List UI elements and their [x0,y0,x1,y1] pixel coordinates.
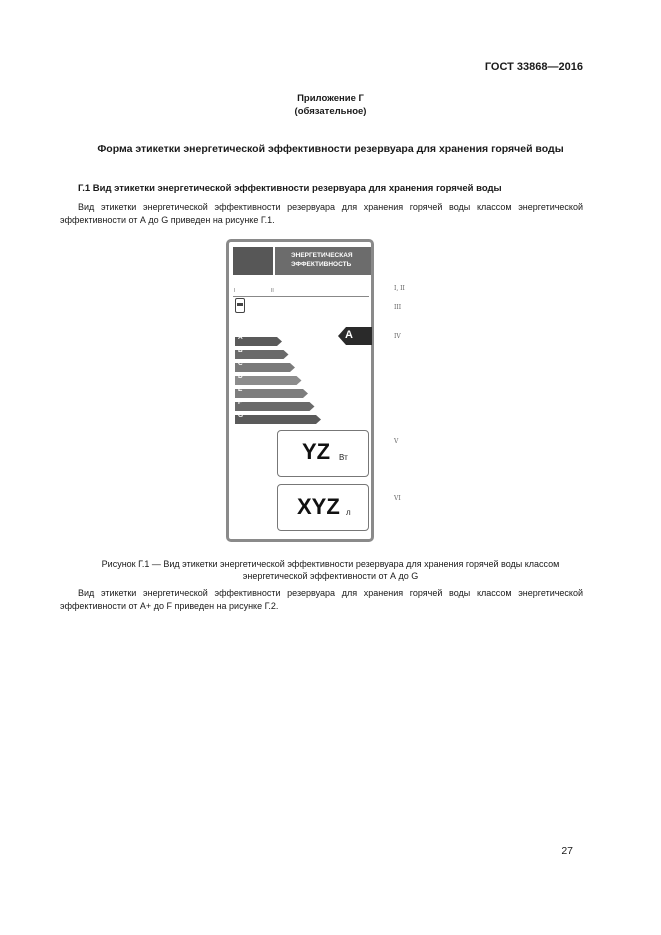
energy-class-arrow-d [235,376,302,385]
section-title: Г.1 Вид этикетки энергетической эффективности резервуара для хранения горячей воды [78,183,502,194]
energy-class-label-f: F [238,399,242,406]
storage-volume-unit: л [346,508,351,517]
class-indicator-arrow [338,327,372,345]
paragraph-1-text: Вид этикетки энергетической эффективности резервуара для хранения горячей воды классом энергетической эффективности от А до G приведен на рисунке Г.1. [60,202,583,225]
energy-class-label-c: C [238,360,243,367]
energy-class-arrow-f [235,402,315,411]
standby-loss-unit: Вт [339,453,348,462]
paragraph-2-text: Вид этикетки энергетической эффективности резервуара для хранения горячей воды классом энергетической эффективности от А+ до F приведен на рисунке Г.2. [60,588,583,611]
marker-i: I [234,288,236,294]
energy-label-figure [226,239,374,542]
annex-status: (обязательное) [294,106,367,117]
remark-i-ii: I, II [394,285,405,292]
energy-class-label-a: A [238,334,243,341]
standby-loss-value: YZ [302,439,331,464]
figure-caption-line1: Рисунок Г.1 — Вид этикетки энергетической эффективности резервуара для хранения горячей воды классом [101,559,560,569]
energy-class-label-b: B [238,347,243,354]
paragraph-1 [60,201,583,226]
remark-iii: III [394,304,402,311]
eu-flag-logo [233,247,273,275]
label-header-line2: ЭФФЕКТИВНОСТЬ [291,260,352,268]
energy-class-bar-e [235,385,308,394]
label-header-text [291,252,353,269]
marker-ii: II [271,288,274,294]
energy-class-bar-b [235,346,289,355]
energy-class-bar-d [235,372,302,381]
energy-class-label-g: G [238,412,244,419]
water-tank-icon [235,298,245,313]
supplier-rule [233,296,369,297]
energy-class-label-e: E [238,386,243,393]
annex-title: Приложение Г [297,93,364,104]
energy-class-bar-a [235,333,282,342]
energy-class-bar-g [235,411,321,420]
energy-class-arrow-c [235,363,295,372]
energy-class-arrow-b [235,350,289,359]
remark-vi: VI [394,495,401,502]
paragraph-2 [60,587,583,612]
label-header-line1: ЭНЕРГЕТИЧЕСКАЯ [291,252,353,259]
page-number: 27 [561,845,573,857]
energy-class-label-d: D [238,373,243,380]
energy-class-arrow-g [235,415,321,424]
class-indicator-label: A [345,329,353,341]
remark-v: V [394,438,399,445]
storage-volume-box [277,484,369,531]
standby-loss-box [277,430,369,477]
document-title: Форма этикетки энергетической эффективности резервуара для хранения горячей воды [97,143,564,155]
annex-heading [0,92,661,118]
energy-class-arrow-e [235,389,308,398]
energy-class-bar-f [235,398,315,407]
figure-caption [0,558,661,582]
figure-caption-line2: энергетической эффективности от А до G [242,571,419,581]
storage-volume-value: XYZ [297,494,340,519]
standard-number: ГОСТ 33868—2016 [484,61,583,73]
remark-iv: IV [394,333,401,340]
energy-class-bar-c [235,359,295,368]
